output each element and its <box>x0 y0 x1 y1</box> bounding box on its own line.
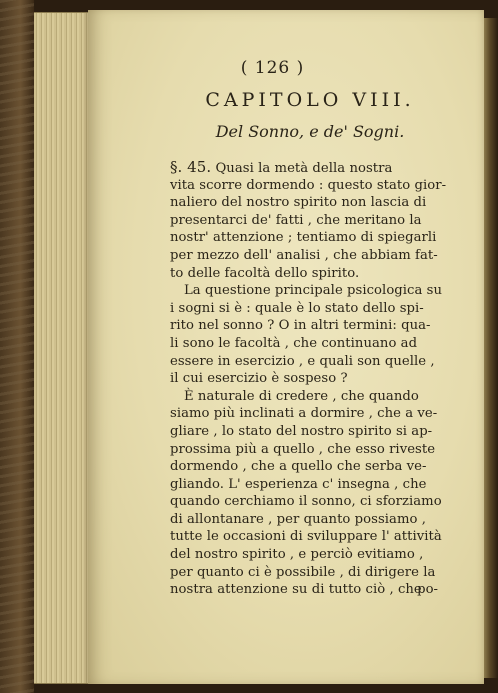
text-line-content: Quasi la metà della nostra <box>211 161 393 176</box>
text-line: quando cerchiamo il sonno, ci sforziamo <box>170 494 442 510</box>
text-line: li sono le facoltà , che continuano ad <box>170 335 418 351</box>
text-line: nostra attenzione su di tutto ciò , che <box>170 582 422 598</box>
text-line: to delle facoltà dello spirito. <box>170 265 360 281</box>
text-line: gliando. L' esperienza c' insegna , che <box>170 476 427 492</box>
text-line: tutte le occasioni di sviluppare l' attività <box>170 529 442 545</box>
page-stack-edge <box>34 12 92 684</box>
text-line: essere in esercizio , e quali son quelle , <box>170 353 435 369</box>
text-line: per mezzo dell' analisi , che abbiam fat- <box>170 247 438 263</box>
catchword: po- <box>417 582 438 597</box>
text-line: presentarci de' fatti , che meritano la <box>170 212 422 228</box>
text-line: rito nel sonno ? O in altri termini: qua- <box>170 318 431 334</box>
text-line: i sogni si è : quale è lo stato dello spi- <box>170 300 424 316</box>
text-line: prossima più a quello , che esso riveste <box>170 441 436 457</box>
text-line: gliare , lo stato del nostro spirito si ap- <box>170 423 433 439</box>
text-line: per quanto ci è possibile , di dirigere la <box>170 564 436 580</box>
text-line: del nostro spirito , e perciò evitiamo , <box>170 547 424 563</box>
text-line: il cui esercizio è sospeso ? <box>170 371 348 387</box>
text-line: È naturale di credere , che quando <box>184 388 419 404</box>
page-number: ( 126 ) <box>240 58 305 78</box>
text-line: di allontanare , per quanto possiamo , <box>170 511 426 527</box>
text-line: La questione principale psicologica su <box>184 283 443 299</box>
chapter-subtitle: Del Sonno, e de' Sogni. <box>215 122 405 141</box>
text-line <box>170 159 466 177</box>
text-line: siamo più inclinati a dormire , che a ve- <box>170 406 438 422</box>
book-cover-edge <box>0 0 34 693</box>
section-mark: §. 45. <box>170 158 212 176</box>
text-line: vita scorre dormendo : questo stato gior- <box>170 177 447 193</box>
text-line: naliero del nostro spirito non lascia di <box>170 195 427 211</box>
chapter-title: CAPITOLO VIII. <box>205 89 415 111</box>
text-line: dormendo , che a quello che serba ve- <box>170 459 427 475</box>
body-text <box>170 159 466 599</box>
text-line: nostr' attenzione ; tentiamo di spiegarli <box>170 230 437 246</box>
book-right-edge <box>484 18 498 678</box>
